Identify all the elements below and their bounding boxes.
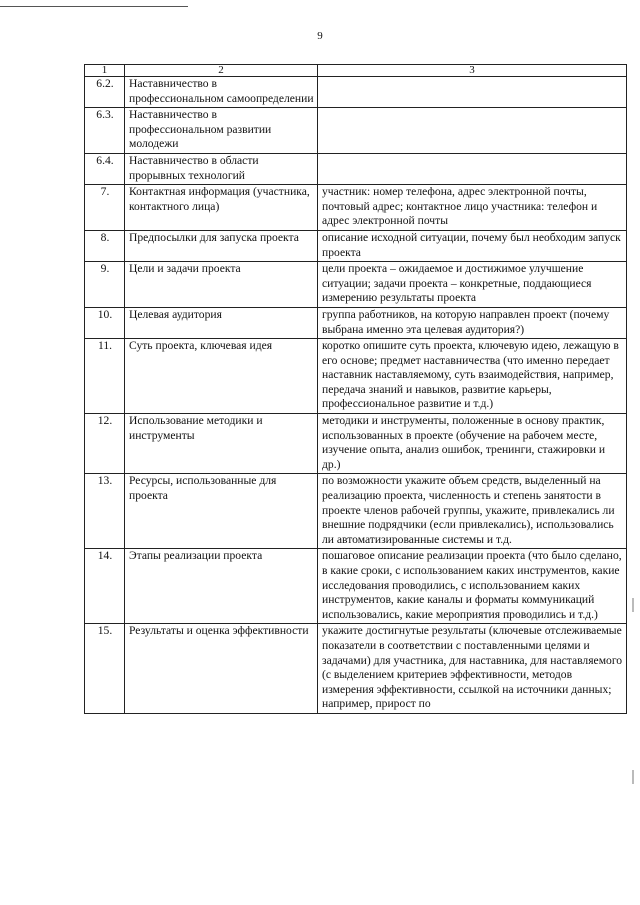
table-row <box>85 77 627 108</box>
row-item-description <box>318 108 627 154</box>
table-row <box>85 153 627 184</box>
table-row <box>85 230 627 261</box>
row-number: 12. <box>85 414 125 474</box>
table-row <box>85 307 627 338</box>
row-item-name: Ресурсы, использованные для проекта <box>125 474 318 549</box>
row-item-name: Цели и задачи проекта <box>125 262 318 308</box>
table-row <box>85 108 627 154</box>
row-number: 13. <box>85 474 125 549</box>
row-item-description: группа работников, на которую направлен проект (почему выбрана именно эта целевая аудитория?) <box>318 307 627 338</box>
row-item-name: Наставничество в области прорывных технологий <box>125 153 318 184</box>
row-number: 6.2. <box>85 77 125 108</box>
table-row <box>85 185 627 231</box>
page-number: 9 <box>317 30 323 42</box>
table-row <box>85 339 627 414</box>
table-header-row <box>85 65 627 77</box>
table-row <box>85 262 627 308</box>
row-item-description: участник: номер телефона, адрес электронной почты, почтовый адрес; контактное лицо участника: телефон и адрес электронной почты <box>318 185 627 231</box>
row-number: 7. <box>85 185 125 231</box>
row-item-description: коротко опишите суть проекта, ключевую идею, лежащую в его основе; предмет наставничества (что именно передает наставник наставляемому, суть взаимодействия, например, передача знаний и навыков, развитие карьеры, профессиональное развитие и т.д.) <box>318 339 627 414</box>
table-row <box>85 474 627 549</box>
row-item-description: цели проекта – ожидаемое и достижимое улучшение ситуации; задачи проекта – конкретные, поддающиеся измерению результаты проекта <box>318 262 627 308</box>
top-rule <box>0 6 188 7</box>
row-number: 14. <box>85 549 125 624</box>
row-number: 11. <box>85 339 125 414</box>
row-item-name: Этапы реализации проекта <box>125 549 318 624</box>
table-row <box>85 414 627 474</box>
row-item-name: Наставничество в профессиональном развитии молодежи <box>125 108 318 154</box>
header-cell-1: 1 <box>85 65 125 77</box>
row-item-description <box>318 77 627 108</box>
row-item-name: Целевая аудитория <box>125 307 318 338</box>
table-row <box>85 624 627 714</box>
header-cell-2: 2 <box>125 65 318 77</box>
row-item-name: Результаты и оценка эффективности <box>125 624 318 714</box>
row-item-name: Наставничество в профессиональном самоопределении <box>125 77 318 108</box>
row-item-name: Контактная информация (участника, контактного лица) <box>125 185 318 231</box>
row-item-description: методики и инструменты, положенные в основу практик, использованных в проекте (обучение на рабочем месте, изучение опыта, анализ ошибок, тренинги, стажировки и др.) <box>318 414 627 474</box>
row-item-description: пошаговое описание реализации проекта (что было сделано, в какие сроки, с использованием каких инструментов, какие исследования проводились, с использованием каких инструментов, какие каналы и форматы коммуникаций использовались, какие мероприятия проводились и т.д.) <box>318 549 627 624</box>
row-number: 15. <box>85 624 125 714</box>
row-number: 10. <box>85 307 125 338</box>
table-body <box>85 65 627 714</box>
row-item-description <box>318 153 627 184</box>
table-row <box>85 549 627 624</box>
row-number: 9. <box>85 262 125 308</box>
row-item-name: Суть проекта, ключевая идея <box>125 339 318 414</box>
row-number: 6.3. <box>85 108 125 154</box>
row-number: 8. <box>85 230 125 261</box>
row-item-description: укажите достигнутые результаты (ключевые отслеживаемые показатели в соответствии с поставленными целями и задачами) для участника, для наставника, для наставляемого (с выделением критериев эффективности, методов измерения эффективности, ссылкой на источники данных; например, прирост по <box>318 624 627 714</box>
scan-edge-mark <box>632 598 634 612</box>
row-item-description: описание исходной ситуации, почему был необходим запуск проекта <box>318 230 627 261</box>
header-cell-3: 3 <box>318 65 627 77</box>
row-item-name: Предпосылки для запуска проекта <box>125 230 318 261</box>
scan-edge-mark <box>632 770 634 784</box>
row-item-name: Использование методики и инструменты <box>125 414 318 474</box>
row-number: 6.4. <box>85 153 125 184</box>
requirements-table <box>84 64 627 714</box>
row-item-description: по возможности укажите объем средств, выделенный на реализацию проекта, численность и степень занятости в проекте членов рабочей группы, укажите, привлекались ли внешние подрядчики (если привлекались), использовались ли автоматизированные системы и т.д. <box>318 474 627 549</box>
